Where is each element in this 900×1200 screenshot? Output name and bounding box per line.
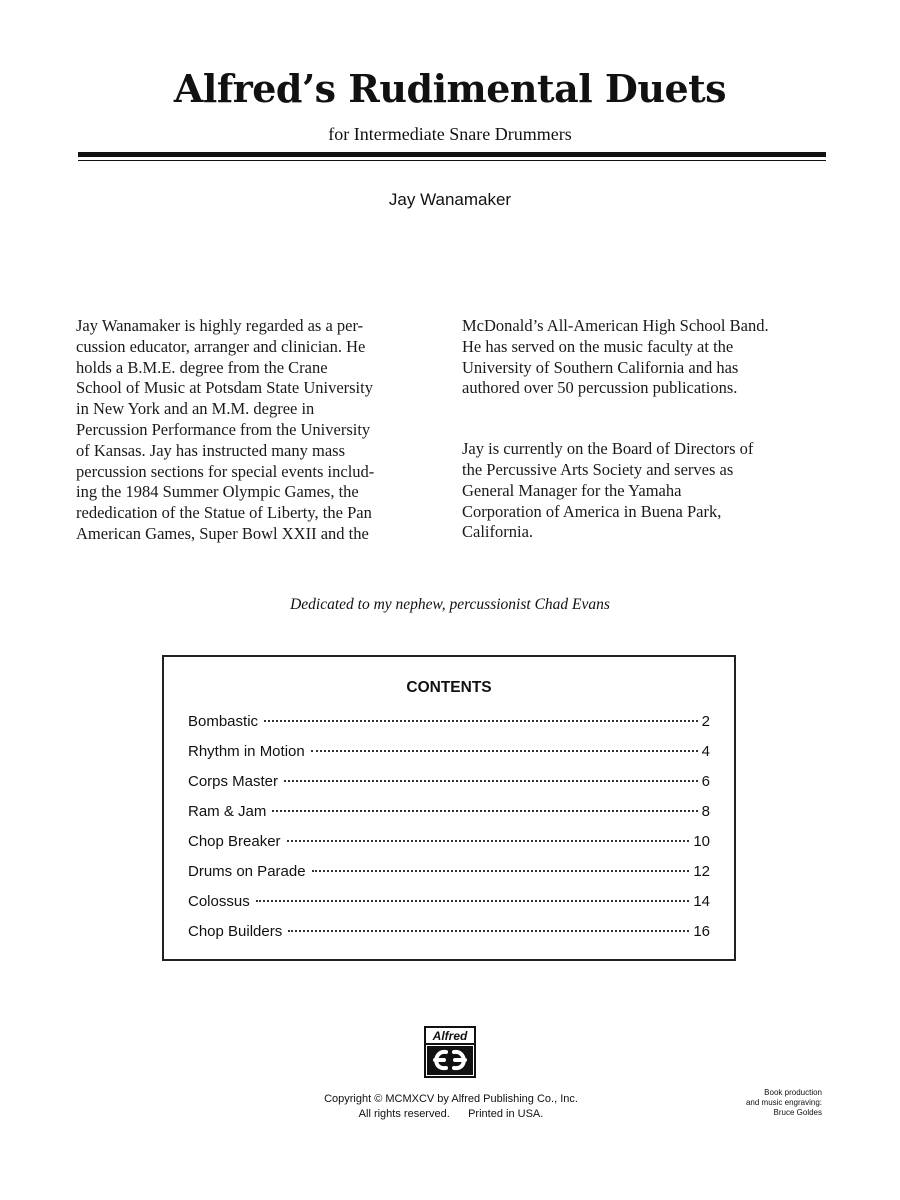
- toc-leader-dots: [264, 720, 698, 722]
- paragraph-gap: [462, 399, 832, 439]
- bio-line: School of Music at Potsdam State University: [76, 378, 373, 398]
- copyright-line: Copyright © MCMXCV by Alfred Publishing Co., Inc.: [324, 1093, 578, 1105]
- dedication: Dedicated to my nephew, percussionist Chad Evans: [290, 596, 610, 613]
- contents-box: [162, 655, 736, 961]
- bio-column-right: [462, 316, 832, 543]
- copyright-notice: [276, 1092, 626, 1122]
- toc-leader-dots: [284, 780, 698, 782]
- toc-entry-page: 6: [701, 773, 710, 790]
- toc-leader-dots: [288, 930, 689, 932]
- title-rule-thin: [78, 160, 826, 161]
- toc-leader-dots: [311, 750, 698, 752]
- alfred-logo-icon: [424, 1026, 476, 1078]
- toc-entry-title: Bombastic: [188, 713, 259, 730]
- page-title: Alfred’s Rudimental Duets: [173, 66, 727, 111]
- toc-leader-dots: [256, 900, 690, 902]
- toc-entry: [188, 797, 710, 827]
- bio-line: authored over 50 percussion publications.: [462, 378, 738, 398]
- toc-entry: [188, 887, 710, 917]
- bio-line: of Kansas. Jay has instructed many mass: [76, 440, 345, 460]
- toc-entry: [188, 767, 710, 797]
- bio-column-left: [76, 316, 446, 545]
- bio-line: cussion educator, arranger and clinician. He: [76, 336, 366, 356]
- toc-entry-title: Rhythm in Motion: [188, 743, 305, 760]
- toc-entry-page: 16: [693, 923, 710, 940]
- toc-entry-title: Chop Builders: [188, 923, 283, 940]
- credit-line: Book production: [764, 1088, 822, 1097]
- bio-line: He has served on the music faculty at the: [462, 336, 734, 356]
- toc-entry-title: Colossus: [188, 893, 250, 910]
- toc-entry: [188, 857, 710, 887]
- bio-line: in New York and an M.M. degree in: [76, 399, 315, 419]
- contents-heading: CONTENTS: [406, 679, 492, 696]
- toc-leader-dots: [287, 840, 690, 842]
- toc-entry-page: 10: [693, 833, 710, 850]
- production-credits: [722, 1088, 822, 1118]
- toc-entry-title: Corps Master: [188, 773, 279, 790]
- bio-line: percussion sections for special events includ-: [76, 461, 375, 481]
- bio-line: Jay Wanamaker is highly regarded as a per-: [76, 316, 364, 335]
- toc-entry-title: Ram & Jam: [188, 803, 267, 820]
- toc-entry-title: Drums on Parade: [188, 863, 306, 880]
- page-subtitle: for Intermediate Snare Drummers: [328, 124, 572, 144]
- author-name: Jay Wanamaker: [388, 190, 512, 209]
- toc-leader-dots: [272, 810, 697, 812]
- title-rule-thick: [78, 152, 826, 157]
- copyright-line: All rights reserved. Printed in USA.: [358, 1108, 544, 1120]
- bio-line: American Games, Super Bowl XXII and the: [76, 523, 369, 543]
- toc-entry-page: 4: [701, 743, 710, 760]
- bio-line: General Manager for the Yamaha: [462, 480, 682, 500]
- logo-text: Alfred: [432, 1029, 468, 1043]
- bio-line: Corporation of America in Buena Park,: [462, 501, 722, 521]
- toc-entry: [188, 707, 710, 737]
- toc-entry: [188, 737, 710, 767]
- bio-line: ing the 1984 Summer Olympic Games, the: [76, 482, 359, 502]
- toc-leader-dots: [312, 870, 690, 872]
- bio-line: rededication of the Statue of Liberty, the Pan: [76, 503, 372, 523]
- bio-line: University of Southern California and has: [462, 357, 739, 377]
- credit-line: Bruce Goldes: [773, 1108, 822, 1117]
- toc-entry-page: 14: [693, 893, 710, 910]
- toc-entry-page: 12: [693, 863, 710, 880]
- table-of-contents: [188, 707, 710, 947]
- bio-line: holds a B.M.E. degree from the Crane: [76, 357, 328, 377]
- bio-line: California.: [462, 522, 534, 542]
- bio-line: Jay is currently on the Board of Directors of: [462, 439, 754, 459]
- bio-line: Percussion Performance from the University: [76, 419, 371, 439]
- toc-entry-page: 2: [701, 713, 710, 730]
- toc-entry-title: Chop Breaker: [188, 833, 281, 850]
- credit-line: and music engraving:: [745, 1098, 822, 1107]
- toc-entry: [188, 827, 710, 857]
- bio-line: McDonald’s All-American High School Band.: [462, 316, 769, 335]
- bio-line: the Percussive Arts Society and serves as: [462, 459, 734, 479]
- toc-entry-page: 8: [701, 803, 710, 820]
- toc-entry: [188, 917, 710, 947]
